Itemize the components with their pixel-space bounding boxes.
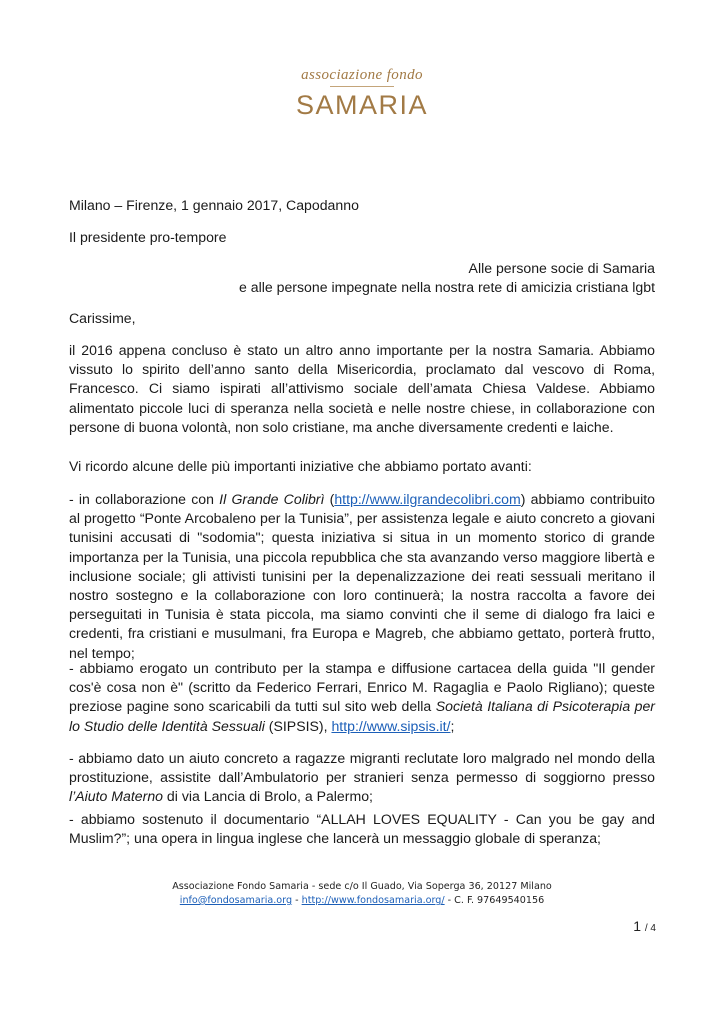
page-footer	[0, 880, 724, 908]
footer-tax-code: - C. F. 97649540156	[444, 895, 545, 906]
item1-text-pre: - in collaborazione con	[69, 491, 220, 507]
initiative-item-tunisia	[69, 490, 655, 663]
sender: Il presidente pro-tempore	[69, 229, 227, 245]
dateline: Milano – Firenze, 1 gennaio 2017, Capodanno	[69, 197, 359, 213]
item1-text-post: ) abbiamo contribuito al progetto “Ponte Arcobaleno per la Tunisia”, per assistenza legale e aiuto concreto a giovani tunisini accusati di "sodomia"; questa iniziativa si situa in un momento storico di grande importanza per la Tunisia, una piccola repubblica che sta avanzando verso maggiore libertà e inclusione sociale; gli attivisti tunisini per la depenalizzazione dei reati sessuali meritano il nostro sostegno e la collaborazione con loro continuerà; la nostra raccolta a favore dei perseguitati in Tunisia è stata piccola, ma siamo convinti che il seme di dialogo fra laici e credenti, fra cristiani e musulmani, fra Europa e Magreb, che abbiamo gettato, porterà frutto, nel tempo;	[69, 491, 655, 661]
page-current: 1	[633, 918, 641, 934]
footer-contacts	[0, 894, 724, 908]
item3-org-name: l’Aiuto Materno	[69, 788, 164, 805]
item1-text-mid: (	[324, 491, 335, 507]
association-logo	[0, 66, 724, 120]
footer-email-link[interactable]: info@fondosamaria.org	[179, 895, 293, 906]
page-total: / 4	[644, 923, 656, 934]
initiatives-intro: Vi ricordo alcune delle più importanti iniziative che abbiamo portato avanti:	[69, 458, 532, 474]
recipient-line-1: Alle persone socie di Samaria	[468, 260, 655, 276]
item2-text-post: ;	[450, 717, 455, 734]
logo-divider	[330, 86, 394, 87]
footer-separator: -	[292, 895, 302, 906]
footer-website-link[interactable]: http://www.fondosamaria.org/	[301, 895, 445, 906]
page-number	[600, 918, 656, 934]
item2-text-mid: (SIPSIS),	[264, 717, 332, 734]
item2-org-name: Società Italiana di Psicoterapia per lo Studio delle Identità Sessuali	[69, 698, 655, 734]
logo-title: SAMARIA	[295, 90, 429, 120]
item3-text-pre: - abbiamo dato un aiuto concreto a ragazze migranti reclutate loro malgrado nel mondo della prostituzione, assistite dall’Ambulatorio per stranieri senza permesso di soggiorno presso	[69, 750, 655, 786]
item1-org-name: Il Grande Colibrì	[219, 491, 325, 507]
initiative-item-gender-guide	[69, 659, 655, 736]
item3-text-post: di via Lancia di Brolo, a Palermo;	[163, 788, 373, 805]
sipsis-link[interactable]: http://www.sipsis.it/	[331, 717, 451, 734]
initiative-item-migrants	[69, 749, 655, 807]
initiative-item-documentary: - abbiamo sostenuto il documentario “ALLAH LOVES EQUALITY - Can you be gay and Muslim?”; una opera in lingua inglese che lancerà un messaggio globale di speranza;	[69, 811, 655, 847]
ilgrandecolibri-link[interactable]: http://www.ilgrandecolibri.com	[334, 491, 521, 507]
paragraph-intro-year: il 2016 appena concluso è stato un altro anno importante per la nostra Samaria. Abbiamo vissuto lo spirito dell’anno santo della Misericordia, proclamato dal vescovo di Roma, Francesco. Ci siamo ispirati all’attivismo sociale dell’amata Chiesa Valdese. Abbiamo alimentato piccole luci di speranza nella società e nelle nostre chiese, in collaborazione con persone di buona volontà, non solo cristiane, ma anche diversamente credenti e laiche.	[69, 342, 655, 435]
recipient-line-2: e alle persone impegnate nella nostra rete di amicizia cristiana lgbt	[239, 279, 655, 295]
logo-subtitle: associazione fondo	[301, 67, 423, 83]
footer-address: Associazione Fondo Samaria - sede c/o Il Guado, Via Soperga 36, 20127 Milano	[172, 881, 552, 892]
salutation: Carissime,	[69, 310, 136, 326]
item2-text-pre: - abbiamo erogato un contributo per la stampa e diffusione cartacea della guida "Il gender cos'è cosa non è" (scritto da Federico Ferrari, Enrico M. Ragaglia e Paolo Rigliano); queste preziose pagine sono scaricabili da tutti sul sito web della	[69, 660, 655, 715]
